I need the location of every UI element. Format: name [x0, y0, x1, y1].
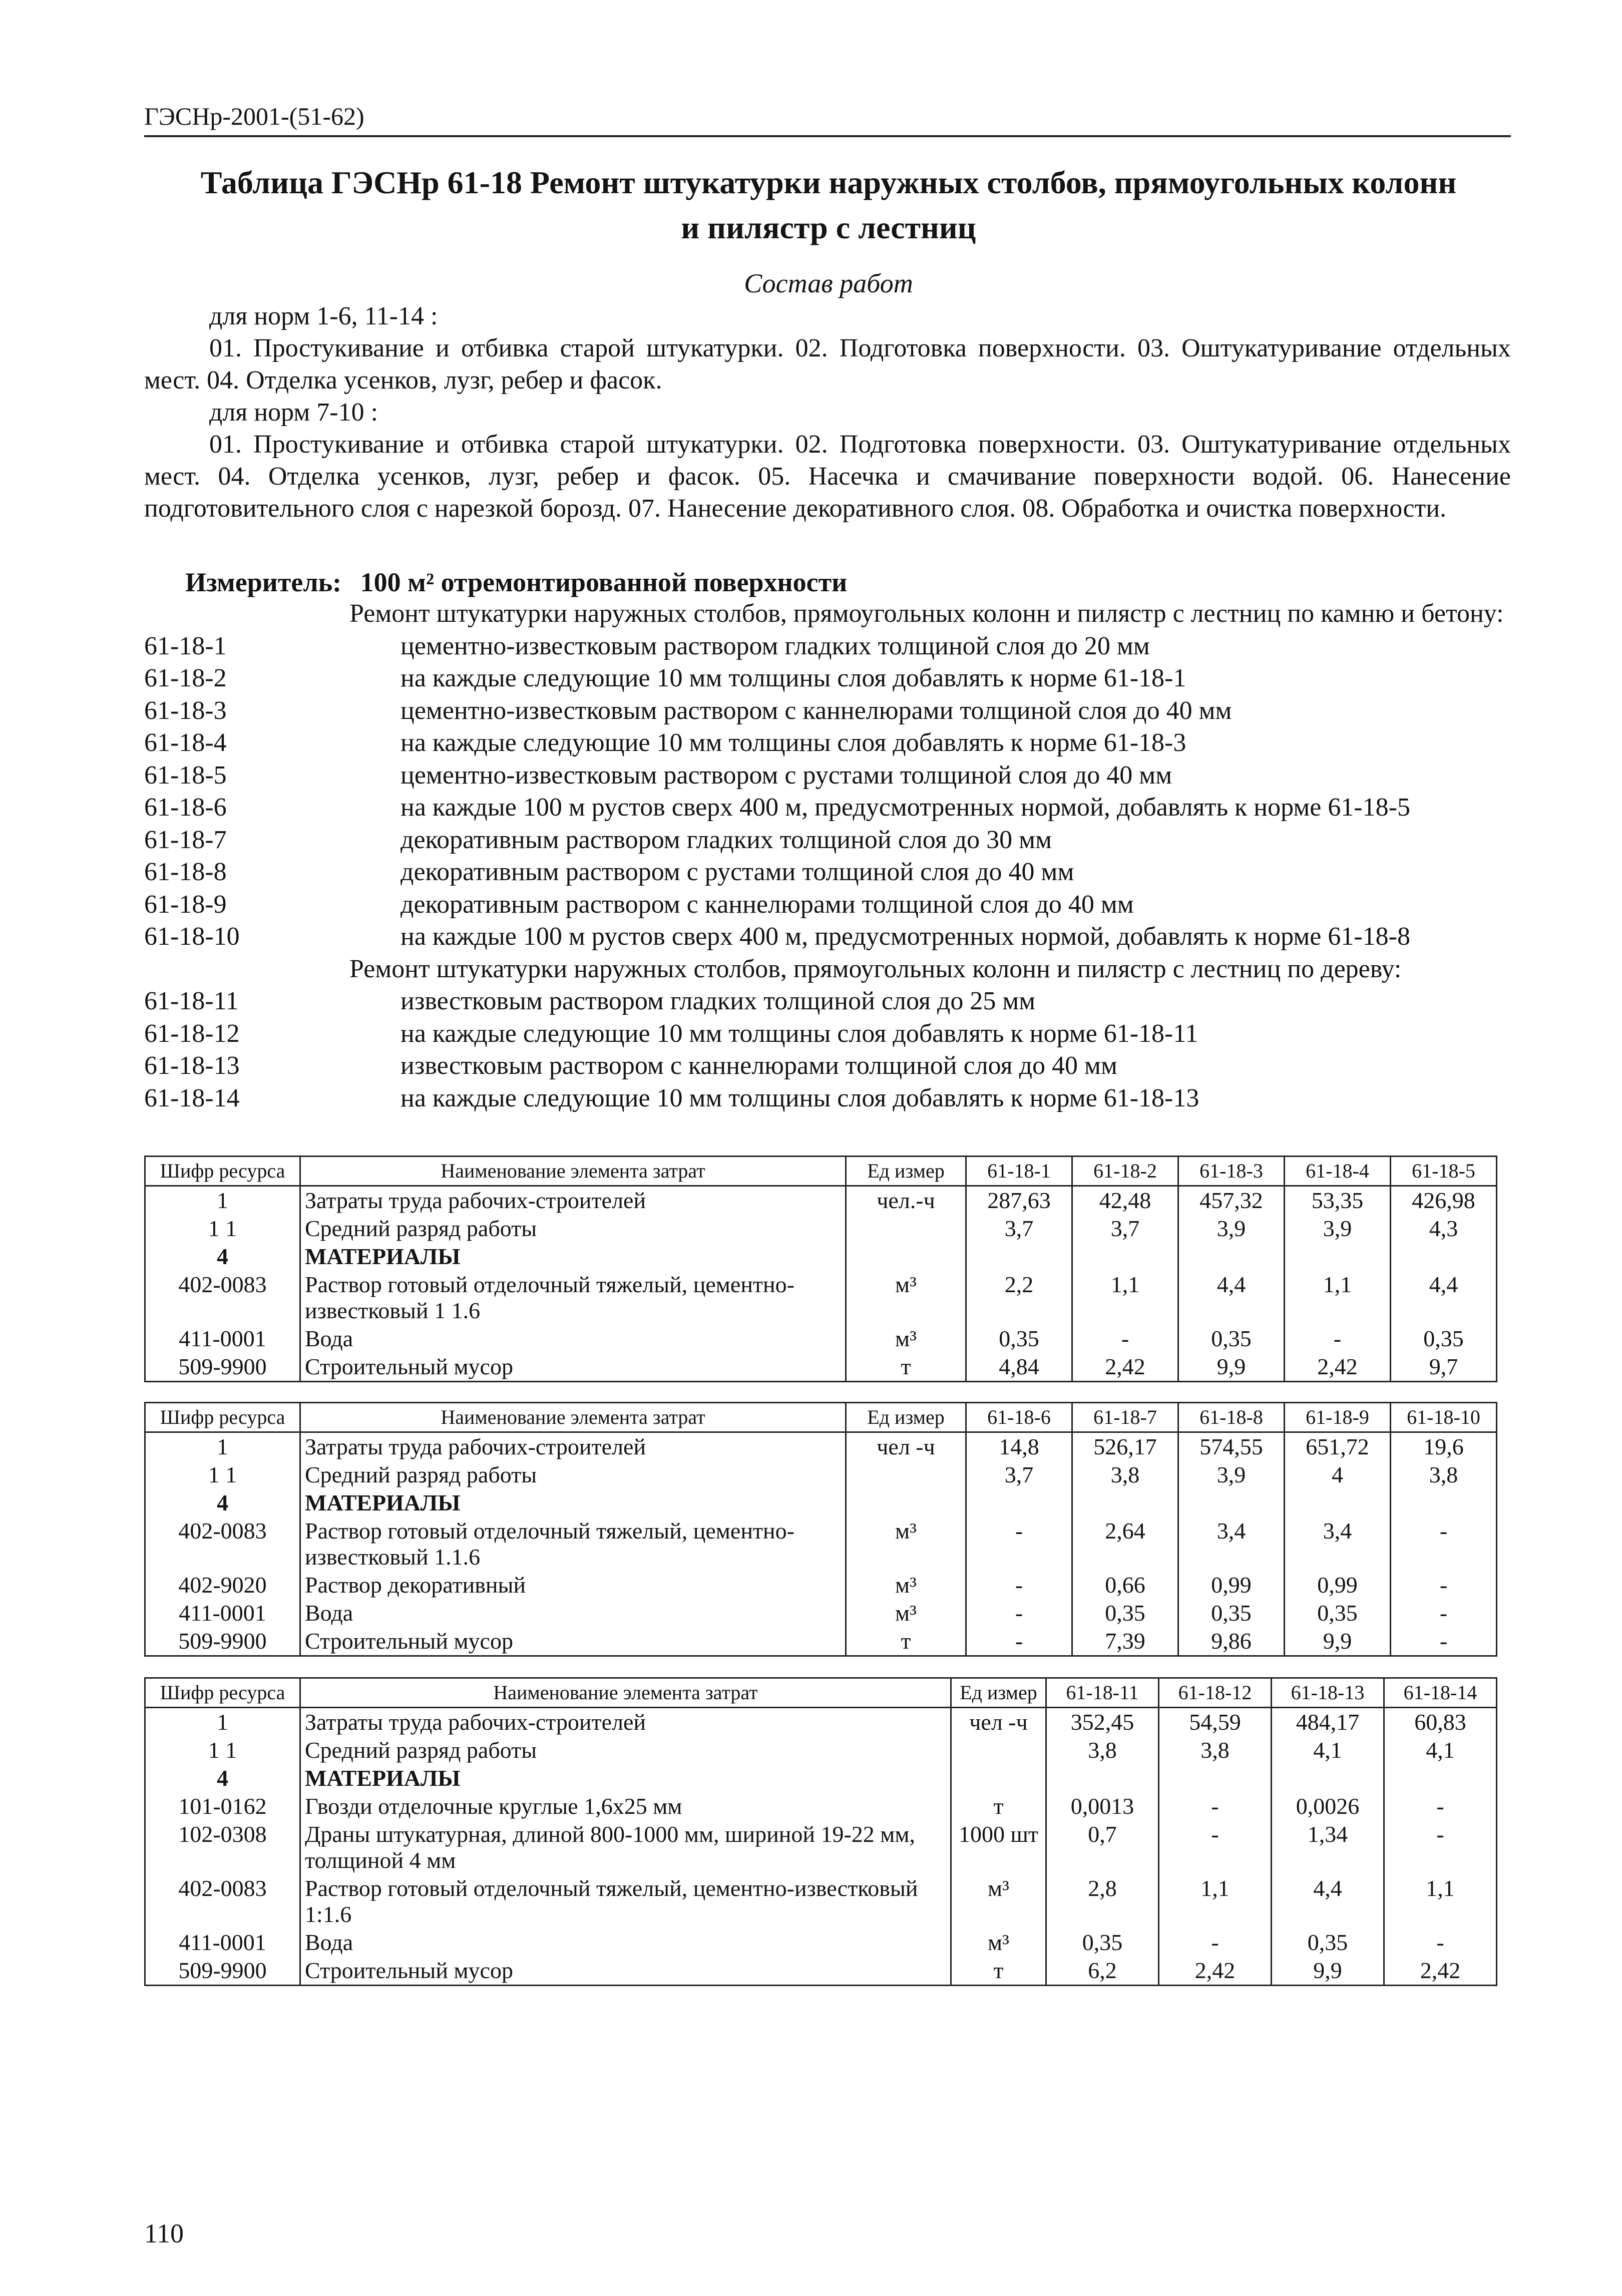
- resource-code-cell: 1: [145, 1186, 300, 1215]
- norm-description: декоративным раствором с каннелюрами толщиной слоя до 40 мм: [400, 890, 1134, 919]
- value-cell: 3,9: [1178, 1215, 1285, 1243]
- value-cell: 1,1: [1384, 1874, 1497, 1929]
- value-cell: 484,17: [1272, 1708, 1384, 1737]
- table-row: [145, 1708, 1497, 1737]
- meter-label: Измеритель:: [185, 567, 342, 597]
- value-cell: 0,99: [1285, 1571, 1391, 1599]
- value-cell: 2,8: [1046, 1874, 1159, 1929]
- value-cell: 0,35: [966, 1325, 1072, 1353]
- norm-item: [144, 759, 1511, 792]
- unit-cell: м³: [846, 1271, 966, 1325]
- norm-item: [144, 630, 1511, 663]
- resource-code-cell: 4: [145, 1243, 300, 1271]
- table-row: [145, 1736, 1497, 1764]
- value-cell: [1391, 1489, 1497, 1517]
- unit-cell: т: [846, 1353, 966, 1382]
- norm-code: 61-18-7: [144, 825, 227, 854]
- table-row: [145, 1764, 1497, 1792]
- norm-code: 61-18-14: [144, 1083, 240, 1112]
- meter-value: 100 м² отремонтированной поверхности: [360, 567, 848, 597]
- value-cell: 6,2: [1046, 1957, 1159, 1986]
- norm-description: на каждые следующие 10 мм толщины слоя добавлять к норме 61-18-13: [400, 1083, 1199, 1112]
- value-cell: [1072, 1243, 1178, 1271]
- unit-cell: [951, 1764, 1046, 1792]
- value-cell: -: [1384, 1929, 1497, 1957]
- cost-element-name-cell: Средний разряд работы: [300, 1215, 846, 1243]
- column-header: 61-18-4: [1285, 1157, 1391, 1186]
- value-cell: 7,39: [1072, 1627, 1178, 1656]
- cost-element-name-cell: МАТЕРИАЛЫ: [300, 1243, 846, 1271]
- table-row: [145, 1353, 1497, 1382]
- column-header: 61-18-9: [1285, 1403, 1391, 1432]
- column-header: 61-18-3: [1178, 1157, 1285, 1186]
- cost-element-name-cell: Раствор декоративный: [300, 1571, 846, 1599]
- cost-element-name-cell: Средний разряд работы: [300, 1736, 951, 1764]
- resource-code-cell: 411-0001: [145, 1599, 300, 1627]
- norm-item: [144, 1050, 1511, 1082]
- column-header: 61-18-11: [1046, 1678, 1159, 1708]
- table-row: [145, 1792, 1497, 1820]
- table-row: [145, 1957, 1497, 1986]
- unit-cell: [846, 1461, 966, 1489]
- work-composition-heading: Состав работ: [744, 268, 913, 298]
- norm-code: 61-18-5: [144, 760, 227, 790]
- value-cell: 0,35: [1391, 1325, 1497, 1353]
- value-cell: [1391, 1243, 1497, 1271]
- value-cell: 1,1: [1072, 1271, 1178, 1325]
- column-header: 61-18-7: [1072, 1403, 1178, 1432]
- cost-element-name-cell: Вода: [300, 1929, 951, 1957]
- value-cell: 4: [1285, 1461, 1391, 1489]
- value-cell: 3,4: [1178, 1517, 1285, 1571]
- value-cell: 0,35: [1285, 1599, 1391, 1627]
- value-cell: -: [966, 1517, 1072, 1571]
- column-header: 61-18-10: [1391, 1403, 1497, 1432]
- norm-description: декоративным раствором с рустами толщиной слоя до 40 мм: [400, 858, 1074, 886]
- page-number: 110: [144, 2218, 184, 2248]
- table-row: [145, 1599, 1497, 1627]
- value-cell: 9,9: [1272, 1957, 1384, 1986]
- value-cell: [1046, 1764, 1159, 1792]
- cost-element-name-cell: Раствор готовый отделочный тяжелый, цементно-известковый 1:1.6: [300, 1874, 951, 1929]
- resource-code-cell: 102-0308: [145, 1820, 300, 1874]
- value-cell: 3,8: [1072, 1461, 1178, 1489]
- value-cell: 19,6: [1391, 1432, 1497, 1461]
- value-cell: [966, 1489, 1072, 1517]
- table-header-row: [145, 1678, 1497, 1708]
- resource-code-cell: 1: [145, 1432, 300, 1461]
- norm-code: 61-18-12: [144, 1019, 240, 1048]
- work-composition: [144, 300, 1511, 525]
- cost-element-name-cell: Раствор готовый отделочный тяжелый, цементно-известковый 1.1.6: [300, 1517, 846, 1571]
- norm-description: на каждые 100 м рустов сверх 400 м, предусмотренных нормой, добавлять к норме 61-18-5: [400, 793, 1410, 822]
- value-cell: 3,8: [1046, 1736, 1159, 1764]
- norm-description: на каждые следующие 10 мм толщины слоя добавлять к норме 61-18-11: [400, 1019, 1198, 1048]
- value-cell: 2,2: [966, 1271, 1072, 1325]
- table-row: [145, 1461, 1497, 1489]
- unit-cell: [846, 1489, 966, 1517]
- unit-cell: чел -ч: [846, 1432, 966, 1461]
- norm-group-heading: Ремонт штукатурки наружных столбов, прямоугольных колонн и пилястр с лестниц по камню и бетону:: [349, 599, 1504, 628]
- unit-cell: 1000 шт: [951, 1820, 1046, 1874]
- column-header: 61-18-6: [966, 1403, 1072, 1432]
- value-cell: -: [1384, 1820, 1497, 1874]
- value-cell: -: [1391, 1571, 1497, 1599]
- value-cell: -: [1159, 1820, 1272, 1874]
- norm-code: 61-18-9: [144, 890, 227, 919]
- value-cell: -: [966, 1571, 1072, 1599]
- norm-code: 61-18-11: [144, 987, 239, 1015]
- norm-code: 61-18-13: [144, 1051, 240, 1080]
- column-header: 61-18-8: [1178, 1403, 1285, 1432]
- norm-code: 61-18-4: [144, 728, 227, 757]
- column-header: Шифр ресурса: [145, 1403, 300, 1432]
- column-header: Наименование элемента затрат: [300, 1403, 846, 1432]
- column-header: 61-18-2: [1072, 1157, 1178, 1186]
- unit-cell: м³: [951, 1929, 1046, 1957]
- work-group-text: 01. Простукивание и отбивка старой штукатурки. 02. Подготовка поверхности. 03. Оштукатуривание отдельных мест. 04. Отделка усенков, лузг, ребер и фасок.: [144, 334, 1511, 395]
- cost-element-name-cell: Раствор готовый отделочный тяжелый, цементно-известковый 1 1.6: [300, 1271, 846, 1325]
- table-row: [145, 1186, 1497, 1215]
- value-cell: [1285, 1243, 1391, 1271]
- cost-element-name-cell: Драны штукатурная, длиной 800-1000 мм, шириной 19-22 мм, толщиной 4 мм: [300, 1820, 951, 1874]
- table-row: [145, 1571, 1497, 1599]
- column-header: Ед измер: [951, 1678, 1046, 1708]
- resource-code-cell: 4: [145, 1489, 300, 1517]
- value-cell: 0,66: [1072, 1571, 1178, 1599]
- table-header-row: [145, 1157, 1497, 1186]
- resource-code-cell: 1: [145, 1708, 300, 1737]
- value-cell: 0,0013: [1046, 1792, 1159, 1820]
- table-row: [145, 1929, 1497, 1957]
- unit-cell: чел.-ч: [846, 1186, 966, 1215]
- value-cell: 574,55: [1178, 1432, 1285, 1461]
- norm-code: 61-18-1: [144, 631, 227, 660]
- unit-cell: м³: [846, 1571, 966, 1599]
- value-cell: -: [1285, 1325, 1391, 1353]
- value-cell: 0,35: [1178, 1325, 1285, 1353]
- value-cell: [1285, 1489, 1391, 1517]
- norm-item: [144, 1018, 1511, 1050]
- cost-element-name-cell: Строительный мусор: [300, 1353, 846, 1382]
- value-cell: 0,0026: [1272, 1792, 1384, 1820]
- table-row: [145, 1325, 1497, 1353]
- value-cell: 457,32: [1178, 1186, 1285, 1215]
- norm-item: [144, 889, 1511, 921]
- norm-description: декоративным раствором гладких толщиной слоя до 30 мм: [400, 825, 1052, 854]
- norm-description: на каждые следующие 10 мм толщины слоя добавлять к норме 61-18-3: [400, 728, 1186, 757]
- column-header: 61-18-14: [1384, 1678, 1497, 1708]
- value-cell: 42,48: [1072, 1186, 1178, 1215]
- resource-code-cell: 411-0001: [145, 1325, 300, 1353]
- value-cell: 4,1: [1384, 1736, 1497, 1764]
- value-cell: 3,8: [1391, 1461, 1497, 1489]
- value-cell: 2,64: [1072, 1517, 1178, 1571]
- norm-code: 61-18-6: [144, 793, 227, 822]
- table-row: [145, 1489, 1497, 1517]
- norm-code: 61-18-3: [144, 696, 227, 725]
- value-cell: -: [1072, 1325, 1178, 1353]
- value-cell: [1384, 1764, 1497, 1792]
- unit-cell: [846, 1243, 966, 1271]
- work-group-text: 01. Простукивание и отбивка старой штукатурки. 02. Подготовка поверхности. 03. Оштукатуривание отдельных мест. 04. Отделка усенков, лузг, ребер и фасок. 05. Насечка и смачивание поверхности водой. 06. Нанесение подготовительного слоя с нарезкой борозд. 07. Нанесение декоративного слоя. 08. Обработка и очистка поверхности.: [144, 430, 1511, 523]
- cost-element-name-cell: МАТЕРИАЛЫ: [300, 1764, 951, 1792]
- norm-description: цементно-известковым раствором гладких толщиной слоя до 20 мм: [400, 631, 1150, 660]
- column-header: Ед измер: [846, 1157, 966, 1186]
- norm-item: [144, 985, 1511, 1018]
- resource-code-cell: 402-0083: [145, 1874, 300, 1929]
- value-cell: 54,59: [1159, 1708, 1272, 1737]
- value-cell: 3,9: [1178, 1461, 1285, 1489]
- value-cell: 0,7: [1046, 1820, 1159, 1874]
- title-line-2: и пилястр с лестниц: [681, 210, 976, 245]
- column-header: Шифр ресурса: [145, 1678, 300, 1708]
- norm-description: на каждые следующие 10 мм толщины слоя добавлять к норме 61-18-1: [400, 664, 1186, 692]
- resource-code-cell: 1 1: [145, 1461, 300, 1489]
- resource-code-cell: 509-9900: [145, 1627, 300, 1656]
- value-cell: 9,86: [1178, 1627, 1285, 1656]
- cost-element-name-cell: Средний разряд работы: [300, 1461, 846, 1489]
- value-cell: 4,3: [1391, 1215, 1497, 1243]
- value-cell: [1072, 1489, 1178, 1517]
- norm-group-heading: Ремонт штукатурки наружных столбов, прямоугольных колонн и пилястр с лестниц по дереву:: [349, 954, 1402, 983]
- table-header-row: [145, 1403, 1497, 1432]
- cost-element-name-cell: Вода: [300, 1599, 846, 1627]
- value-cell: 3,7: [966, 1215, 1072, 1243]
- resource-table-3: [144, 1677, 1497, 1986]
- norm-description: известковым раствором с каннелюрами толщиной слоя до 40 мм: [400, 1051, 1117, 1080]
- column-header: Ед измер: [846, 1403, 966, 1432]
- unit-cell: м³: [846, 1325, 966, 1353]
- norm-code: 61-18-2: [144, 664, 227, 692]
- running-header: ГЭСНр-2001-(51-62): [144, 100, 1511, 137]
- value-cell: 526,17: [1072, 1432, 1178, 1461]
- unit-cell: т: [951, 1957, 1046, 1986]
- norm-description: цементно-известковым раствором с каннелюрами толщиной слоя до 40 мм: [400, 696, 1232, 725]
- title-line-1: Таблица ГЭСНр 61-18 Ремонт штукатурки наружных столбов, прямоугольных колонн: [200, 165, 1457, 200]
- value-cell: 426,98: [1391, 1186, 1497, 1215]
- unit-cell: м³: [846, 1599, 966, 1627]
- norm-item: [144, 727, 1511, 759]
- norm-item: [144, 695, 1511, 727]
- value-cell: 4,84: [966, 1353, 1072, 1382]
- unit-cell: т: [951, 1792, 1046, 1820]
- value-cell: 3,7: [1072, 1215, 1178, 1243]
- value-cell: 287,63: [966, 1186, 1072, 1215]
- norm-list: [144, 598, 1511, 1114]
- value-cell: -: [966, 1627, 1072, 1656]
- table-title: [145, 160, 1512, 250]
- norm-item: [144, 824, 1511, 857]
- table-row: [145, 1517, 1497, 1571]
- value-cell: -: [1159, 1929, 1272, 1957]
- value-cell: -: [1391, 1599, 1497, 1627]
- value-cell: 14,8: [966, 1432, 1072, 1461]
- norm-item: [144, 921, 1511, 953]
- value-cell: -: [1159, 1792, 1272, 1820]
- norm-code: 61-18-8: [144, 858, 227, 886]
- resource-table-2: [144, 1402, 1497, 1657]
- resource-code-cell: 1 1: [145, 1736, 300, 1764]
- value-cell: 53,35: [1285, 1186, 1391, 1215]
- resource-code-cell: 402-0083: [145, 1271, 300, 1325]
- value-cell: -: [1384, 1792, 1497, 1820]
- table-row: [145, 1627, 1497, 1656]
- value-cell: 4,4: [1178, 1271, 1285, 1325]
- norm-item: [144, 1082, 1511, 1115]
- value-cell: 2,42: [1384, 1957, 1497, 1986]
- cost-element-name-cell: Вода: [300, 1325, 846, 1353]
- value-cell: [1159, 1764, 1272, 1792]
- column-header: Шифр ресурса: [145, 1157, 300, 1186]
- cost-element-name-cell: Строительный мусор: [300, 1627, 846, 1656]
- value-cell: [966, 1243, 1072, 1271]
- value-cell: 9,9: [1285, 1627, 1391, 1656]
- meter-line: [185, 566, 1487, 599]
- cost-element-name-cell: Гвозди отделочные круглые 1,6х25 мм: [300, 1792, 951, 1820]
- column-header: 61-18-5: [1391, 1157, 1497, 1186]
- norm-item: [144, 792, 1511, 824]
- value-cell: 3,8: [1159, 1736, 1272, 1764]
- value-cell: -: [1391, 1517, 1497, 1571]
- value-cell: 1,1: [1285, 1271, 1391, 1325]
- value-cell: 0,35: [1046, 1929, 1159, 1957]
- cost-element-name-cell: Строительный мусор: [300, 1957, 951, 1986]
- value-cell: 651,72: [1285, 1432, 1391, 1461]
- table-row: [145, 1820, 1497, 1874]
- unit-cell: [846, 1215, 966, 1243]
- column-header: Наименование элемента затрат: [300, 1678, 951, 1708]
- value-cell: 1,1: [1159, 1874, 1272, 1929]
- value-cell: 0,35: [1178, 1599, 1285, 1627]
- resource-code-cell: 509-9900: [145, 1353, 300, 1382]
- norm-description: цементно-известковым раствором с рустами толщиной слоя до 40 мм: [400, 760, 1172, 790]
- value-cell: 3,9: [1285, 1215, 1391, 1243]
- norm-item: [144, 662, 1511, 695]
- unit-cell: чел -ч: [951, 1708, 1046, 1737]
- value-cell: [1178, 1243, 1285, 1271]
- value-cell: 9,9: [1178, 1353, 1285, 1382]
- value-cell: -: [966, 1599, 1072, 1627]
- value-cell: 0,99: [1178, 1571, 1285, 1599]
- value-cell: -: [1391, 1627, 1497, 1656]
- value-cell: 60,83: [1384, 1708, 1497, 1737]
- value-cell: 1,34: [1272, 1820, 1384, 1874]
- norm-description: известковым раствором гладких толщиной слоя до 25 мм: [400, 987, 1036, 1015]
- cost-element-name-cell: Затраты труда рабочих-строителей: [300, 1432, 846, 1461]
- resource-table-1: [144, 1156, 1497, 1382]
- unit-cell: т: [846, 1627, 966, 1656]
- column-header: Наименование элемента затрат: [300, 1157, 846, 1186]
- cost-element-name-cell: МАТЕРИАЛЫ: [300, 1489, 846, 1517]
- value-cell: 0,35: [1272, 1929, 1384, 1957]
- value-cell: 3,7: [966, 1461, 1072, 1489]
- cost-element-name-cell: Затраты труда рабочих-строителей: [300, 1186, 846, 1215]
- value-cell: 352,45: [1046, 1708, 1159, 1737]
- column-header: 61-18-13: [1272, 1678, 1384, 1708]
- value-cell: 2,42: [1285, 1353, 1391, 1382]
- norm-code: 61-18-10: [144, 922, 240, 951]
- column-header: 61-18-1: [966, 1157, 1072, 1186]
- value-cell: 4,4: [1272, 1874, 1384, 1929]
- resource-code-cell: 101-0162: [145, 1792, 300, 1820]
- table-row: [145, 1243, 1497, 1271]
- resource-code-cell: 411-0001: [145, 1929, 300, 1957]
- value-cell: [1178, 1489, 1285, 1517]
- resource-code-cell: 1 1: [145, 1215, 300, 1243]
- value-cell: 0,35: [1072, 1599, 1178, 1627]
- resource-code-cell: 402-0083: [145, 1517, 300, 1571]
- norm-item: [144, 856, 1511, 889]
- work-group-label: для норм 1-6, 11-14 :: [209, 302, 438, 330]
- norm-description: на каждые 100 м рустов сверх 400 м, предусмотренных нормой, добавлять к норме 61-18-8: [400, 922, 1410, 951]
- table-row: [145, 1432, 1497, 1461]
- value-cell: 2,42: [1159, 1957, 1272, 1986]
- column-header: 61-18-12: [1159, 1678, 1272, 1708]
- value-cell: 4,4: [1391, 1271, 1497, 1325]
- resource-code-cell: 402-9020: [145, 1571, 300, 1599]
- unit-cell: м³: [951, 1874, 1046, 1929]
- value-cell: [1272, 1764, 1384, 1792]
- resource-code-cell: 509-9900: [145, 1957, 300, 1986]
- value-cell: 4,1: [1272, 1736, 1384, 1764]
- cost-element-name-cell: Затраты труда рабочих-строителей: [300, 1708, 951, 1737]
- value-cell: 9,7: [1391, 1353, 1497, 1382]
- unit-cell: м³: [846, 1517, 966, 1571]
- value-cell: 3,4: [1285, 1517, 1391, 1571]
- unit-cell: [951, 1736, 1046, 1764]
- work-group-label: для норм 7-10 :: [209, 398, 378, 427]
- resource-code-cell: 4: [145, 1764, 300, 1792]
- table-row: [145, 1271, 1497, 1325]
- value-cell: 2,42: [1072, 1353, 1178, 1382]
- table-row: [145, 1874, 1497, 1929]
- table-row: [145, 1215, 1497, 1243]
